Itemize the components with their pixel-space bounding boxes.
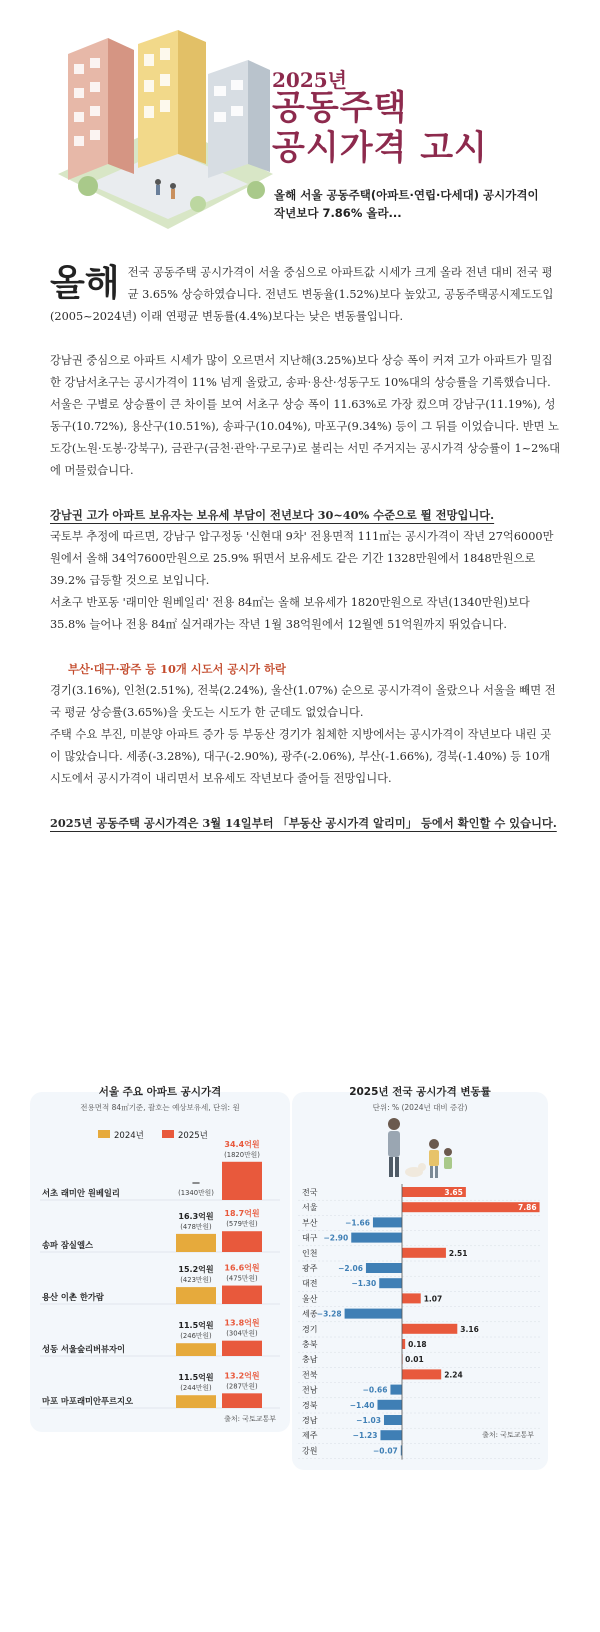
bar-chart-plot (292, 1178, 548, 1468)
region-label: 전남 (302, 1385, 318, 1395)
region-label: 경북 (302, 1400, 318, 1410)
value-label-2025: 13.2억원 (224, 1371, 260, 1381)
article-body (50, 262, 560, 834)
region-label: 전북 (302, 1370, 318, 1380)
section-heading: 강남권 고가 아파트 보유자는 보유세 부담이 전년보다 30~40% 수준으로 뛸 전망입니다. (50, 508, 495, 522)
value-label: −1.03 (356, 1416, 381, 1425)
bar-2025 (222, 1341, 262, 1356)
region-label: 서울 (302, 1203, 318, 1213)
closing-note: 2025년 공동주택 공시가격은 3월 14일부터 「부동산 공시가격 알리미」 등에서 확인할 수 있습니다. (50, 816, 557, 830)
page-title (272, 88, 488, 168)
tax-label-2025: (475만원) (226, 1274, 258, 1283)
value-label-2024: — (192, 1178, 200, 1187)
region-label: 울산 (302, 1294, 318, 1304)
value-label: 1.07 (423, 1294, 443, 1304)
article-paragraph: 강남권 중심으로 아파트 시세가 많이 오르면서 지난해(3.25%)보다 상승 폭이 커져 고가 아파트가 밀집한 강남서초구는 공시가격이 11% 넘게 올랐고, 송파·용산·성동구도 10%대의 상승률을 기록했습니다. (50, 354, 553, 389)
article-paragraph: 서울은 구별로 상승률이 큰 차이를 보여 서초구 상승 폭이 11.63%로 가장 컸으며 강남구(11.19%), 성동구(10.72%), 용산구(10.51%), 송파구(10.04%), 마포구(9.34%) 등이 그 뒤를 이었습니다. 반면 노도강(노원·도봉·강북구), 금관구(금천·관악·구로구)로 불리는 서민 주거지는 공시가격 상승률이 1~2%대에 머물렀습니다. (50, 398, 560, 477)
region-label: 세종 (302, 1309, 318, 1319)
header-subtitle (274, 186, 574, 222)
tax-label-2025: (1820만원) (224, 1150, 260, 1159)
region-label: 광주 (302, 1264, 318, 1273)
value-label: −3.28 (316, 1309, 342, 1319)
legend-label-2025: 2025년 (178, 1131, 208, 1141)
bar-decrease (379, 1278, 402, 1288)
tax-label-2024: (244만원) (180, 1384, 212, 1393)
bar-decrease (345, 1309, 402, 1319)
value-label-2024: 15.2억원 (178, 1265, 214, 1275)
article-paragraph: 서초구 반포동 '래미안 원베일리' 전용 84㎡는 올해 보유세가 1820만원으로 작년(1340만원)보다 35.8% 늘어나 전용 84㎡ 실거래가는 작년 1월 38억원에서 12월엔 51억원까지 뛰었습니다. (50, 596, 530, 631)
category-label: 마포 마포래미안푸르지오 (42, 1396, 134, 1406)
bar-increase (402, 1339, 405, 1349)
chart-subtitle: 단위: % (2024년 대비 증감) (372, 1103, 468, 1112)
bar-increase (402, 1293, 421, 1303)
bar-2024 (176, 1234, 216, 1252)
value-label: −1.30 (351, 1279, 377, 1289)
value-label: 0.18 (408, 1340, 427, 1349)
title-line-1: 공동주택 (272, 88, 408, 128)
chart-title: 서울 주요 아파트 공시가격 (98, 1086, 222, 1098)
region-label: 인천 (302, 1248, 318, 1258)
tax-label-2024: (478만원) (180, 1222, 212, 1231)
region-label: 경기 (302, 1324, 318, 1334)
value-label: −1.40 (349, 1400, 375, 1410)
value-label-2025: 13.8억원 (224, 1318, 260, 1328)
bar-2024 (176, 1343, 216, 1356)
bar-decrease (380, 1430, 402, 1440)
value-label: −2.06 (338, 1264, 363, 1273)
section-heading: 부산·대구·광주 등 10개 시도서 공시가 하락 (68, 662, 286, 676)
bar-2025 (222, 1231, 262, 1252)
title-line-2: 공시가격 고시 (272, 128, 488, 168)
price-change-chart (292, 1086, 548, 1470)
value-label-2024: 11.5억원 (178, 1321, 214, 1331)
value-label-2025: 16.6억원 (224, 1263, 260, 1273)
bar-2025 (222, 1286, 262, 1304)
bar-chart-plot (30, 1120, 290, 1420)
apartment-price-chart (30, 1086, 290, 1432)
bar-2025 (222, 1162, 262, 1200)
value-label-2024: 16.3억원 (178, 1211, 214, 1221)
region-label: 경남 (302, 1416, 318, 1425)
bar-increase (402, 1369, 441, 1379)
bar-2024 (176, 1287, 216, 1304)
bar-2024 (176, 1395, 216, 1408)
tax-label-2025: (579만원) (226, 1220, 258, 1229)
category-label: 송파 잠실엘스 (42, 1240, 93, 1250)
value-label-2024: 11.5억원 (178, 1373, 214, 1383)
value-label: −1.66 (345, 1218, 370, 1228)
value-label-2025: 34.4억원 (224, 1139, 260, 1149)
category-label: 성동 서울숲리버뷰자이 (42, 1344, 126, 1354)
value-label: −1.23 (352, 1431, 378, 1441)
article-paragraph: 국토부 추정에 따르면, 강남구 압구정동 '신현대 9차' 전용면적 111㎡는 공시가격이 작년 27억6000만원에서 올해 34억7600만원으로 25.9% 뛰면서 보유세도 같은 기간 1328만원에서 1848만원으로 39.2% 급등할 것으로 보입니다. (50, 530, 554, 587)
bar-decrease (351, 1233, 402, 1243)
tax-label-2024: (423만원) (180, 1276, 212, 1285)
legend-swatch-2025 (162, 1130, 174, 1138)
chart-subtitle: 전용면적 84㎡기준, 괄호는 예상보유세, 단위: 원 (80, 1103, 240, 1112)
subtitle-line-2: 작년보다 7.86% 올라... (274, 206, 402, 220)
page-header (0, 0, 600, 250)
paragraph-text: 전국 공동주택 공시가격이 서울 중심으로 아파트값 시세가 크게 올라 전년 대비 전국 평균 3.65% 상승하였습니다. 전년도 변동율(1.52%)보다 높았고, 공동주택공시제도도입(2005~2024년) 이래 연평균 변동률(4.4%)보다는 낮은 변동률입니다. (50, 266, 554, 323)
region-label: 제주 (302, 1431, 318, 1441)
region-label: 충남 (302, 1355, 318, 1365)
value-label: 0.01 (405, 1355, 424, 1365)
region-label: 전국 (302, 1188, 318, 1197)
bar-decrease (384, 1415, 402, 1425)
article-paragraph: 경기(3.16%), 인천(2.51%), 전북(2.24%), 울산(1.07%) 순으로 공시가격이 올랐으나 서울을 빼면 전국 평균 상승률(3.65%)을 웃도는 시도가 한 군데도 없었습니다. (50, 684, 556, 719)
value-label-2025: 18.7억원 (224, 1209, 260, 1219)
value-label: 3.16 (460, 1324, 479, 1334)
bar-decrease (378, 1400, 403, 1410)
category-label: 서초 래미안 원베일리 (42, 1188, 120, 1198)
tax-label-2024: (246만원) (180, 1332, 212, 1341)
bar-decrease (366, 1263, 402, 1273)
region-label: 대구 (302, 1233, 318, 1243)
bar-decrease (390, 1385, 402, 1395)
article-paragraph (50, 262, 560, 328)
tax-label-2025: (304만원) (226, 1329, 258, 1338)
bar-2025 (222, 1393, 262, 1408)
region-label: 강원 (302, 1446, 318, 1456)
value-label: 3.65 (444, 1188, 463, 1197)
chart-source: 출처: 국토교통부 (482, 1431, 534, 1439)
bar-increase (402, 1324, 457, 1334)
value-label: −0.07 (372, 1446, 398, 1456)
region-label: 대전 (302, 1279, 318, 1289)
drop-cap: 올해 (50, 263, 120, 304)
legend-swatch-2024 (98, 1130, 110, 1138)
chart-title: 2025년 전국 공시가격 변동률 (349, 1086, 491, 1098)
value-label: −0.66 (362, 1385, 388, 1395)
chart-source: 출처: 국토교통부 (224, 1415, 276, 1423)
bar-increase (402, 1248, 446, 1258)
region-label: 충북 (302, 1340, 318, 1349)
family-illustration (378, 1114, 458, 1184)
value-label: 2.24 (444, 1370, 463, 1380)
tax-label-2025: (287만원) (226, 1382, 258, 1391)
region-label: 부산 (302, 1218, 318, 1228)
value-label: 2.51 (448, 1248, 468, 1258)
tax-label-2024: (1340만원) (178, 1189, 214, 1197)
value-label: 7.86 (518, 1203, 537, 1213)
legend-label-2024: 2024년 (114, 1131, 144, 1141)
apartment-illustration (48, 14, 278, 234)
category-label: 용산 이촌 한가람 (42, 1292, 104, 1302)
article-paragraph: 주택 수요 부진, 미분양 아파트 증가 등 부동산 경기가 침체한 지방에서는 공시가격이 작년보다 내린 곳이 많았습니다. 세종(-3.28%), 대구(-2.90%), 광주(-2.06%), 부산(-1.66%), 경북(-1.40%) 등 10개 시도에서 공시가격이 내리면서 보유세도 작년보다 줄어들 전망입니다. (50, 728, 552, 785)
header-year: 2025년 (272, 68, 347, 92)
value-label: −2.90 (323, 1233, 349, 1243)
subtitle-line-1: 올해 서울 공동주택(아파트·연립·다세대) 공시가격이 (274, 188, 539, 202)
bar-decrease (373, 1217, 402, 1227)
